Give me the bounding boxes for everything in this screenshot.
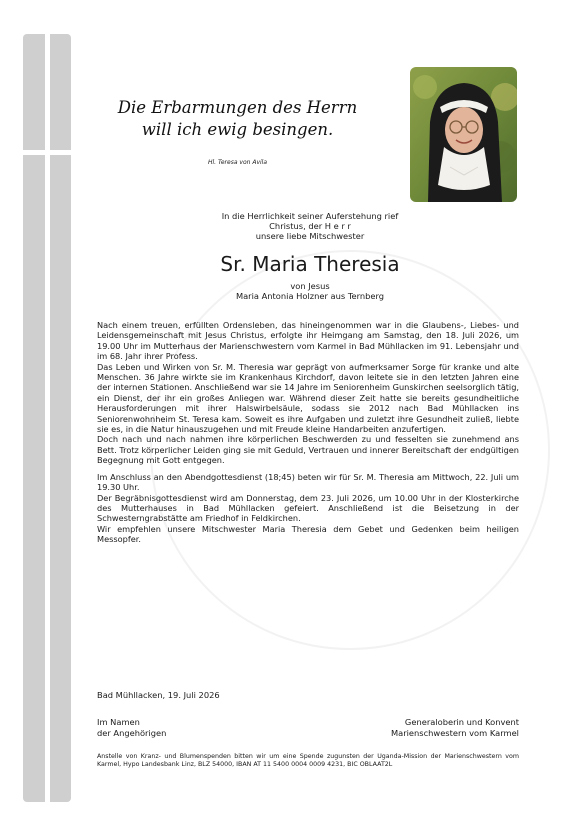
donation-footnote: Anstelle von Kranz- und Blumenspenden bitten wir um eine Spende zugunsten der Uganda-Mission der Marienschwestern vom Karmel, Hypo Landesbank Linz, BLZ 54000, IBAN AT 11 5400 0004 0009 4231, BIC OBLAAT2L: [97, 753, 519, 769]
body-paragraph: Wir empfehlen unsere Mitschwester Maria Theresia dem Gebet und Gedenken beim heiligen Messopfer.: [97, 523, 519, 545]
intro-line-2: Christus, der H e r r: [269, 221, 351, 231]
epigraph-quote: [105, 97, 370, 141]
cross-horizontal-gap: [23, 150, 71, 155]
subtitle-line-2: Maria Antonia Holzner aus Ternberg: [235, 291, 385, 301]
deceased-name: Sr. Maria Theresia: [220, 252, 400, 276]
intro-line-3: unsere liebe Mitschwester: [255, 231, 365, 241]
signature-right-line-2: Marienschwestern vom Karmel: [390, 728, 519, 738]
signature-right-line-1: Generaloberin und Konvent: [404, 717, 519, 727]
name-subtitle: [150, 281, 470, 301]
quote-line-1: Die Erbarmungen des Herrn: [117, 98, 358, 117]
quote-line-2: will ich ewig besingen.: [141, 120, 334, 139]
signature-left-line-1: Im Namen: [97, 717, 140, 727]
signature-left: [97, 717, 166, 739]
dateline: Bad Mühllacken, 19. Juli 2026: [97, 690, 220, 700]
subtitle-line-1: von Jesus: [290, 281, 330, 291]
body-paragraph: Doch nach und nach nahmen ihre körperlichen Beschwerden zu und fesselten sie zunehmend ans Bett. Trotz körperlicher Leiden ging sie mit Geduld, Vertrauen und innerer Bereitschaft der endgültigen Begegnung mit Gott entgegen.: [97, 434, 519, 466]
signature-left-line-2: der Angehörigen: [97, 728, 167, 738]
intro-line-1: In die Herrlichkeit seiner Auferstehung rief: [221, 211, 399, 221]
quote-author: Hl. Teresa von Avila: [207, 159, 268, 166]
intro-text: [150, 211, 470, 241]
signature-right: [391, 717, 519, 739]
body-paragraph: Nach einem treuen, erfüllten Ordensleben, das hineingenommen war in die Glaubens-, Liebes- und Leidensgemeinschaft mit Jesus Christus, erfolgte ihr Heimgang am Samstag, den 18. Juli 2026, um 19.00 Uhr im Mutterhaus der Marienschwestern vom Karmel in Bad Mühllacken im 91. Lebensjahr und im 68. Jahr ihrer Profess.: [97, 320, 519, 362]
portrait-photo: [410, 67, 517, 202]
body-paragraph: Im Anschluss an den Abendgottesdienst (18;45) beten wir für Sr. M. Theresia am Mittwoch, 22. Juli um 19.30 Uhr.: [97, 471, 519, 493]
body-paragraph: Der Begräbnisgottesdienst wird am Donnerstag, dem 23. Juli 2026, um 10.00 Uhr in der Klosterkirche des Mutterhauses in Bad Mühllacken gefeiert. Anschließend ist die Beisetzung in der Schwesterngrabstätte am Friedhof in Feldkirchen.: [97, 492, 519, 524]
portrait-photo-icon: [410, 67, 517, 202]
obituary-body: [97, 320, 519, 545]
body-paragraph: Das Leben und Wirken von Sr. M. Theresia war geprägt von aufmerksamer Sorge für kranke und alte Menschen. 36 Jahre wirkte sie im Krankenhaus Kirchdorf, davon leitete sie in den letzten Jahren eine der internen Stationen. Anschließend war sie 14 Jahre im Seniorenheim Gunskirchen seelsorglich tätig, ein Dienst, der ihr ein großes Anliegen war. Während dieser Zeit hatte sie bereits gesundheitliche Herausforderungen mit ihrer Halswirbelsäule, sodass sie 2012 nach Bad Mühllacken ins Seniorenwohnheim St. Teresa kam. Soweit es ihre Aufgaben und zuletzt ihre Gesundheit zuließ, liebte sie es, in die Natur hinauszugehen und mit Freude kleine Handarbeiten anzufertigen.: [97, 361, 519, 435]
